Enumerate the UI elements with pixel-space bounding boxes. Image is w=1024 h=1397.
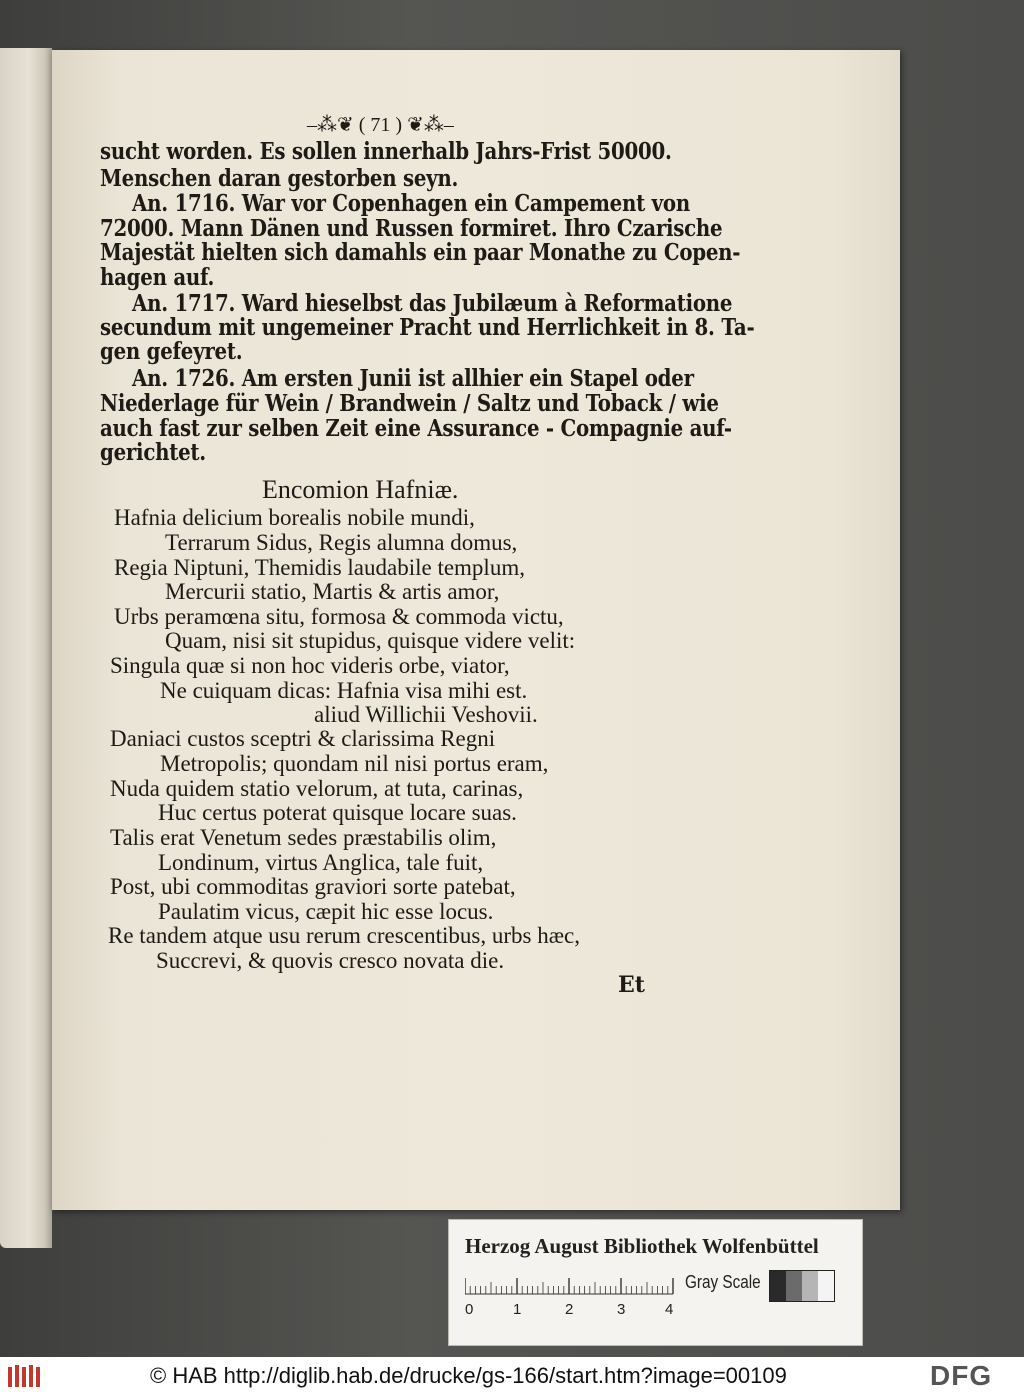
copyright-url[interactable]: © HAB http://diglib.hab.de/drucke/gs-166/start.htm?image=00109 (150, 1363, 787, 1388)
poem-line-1: Hafnia delicium borealis nobile mundi, (114, 505, 475, 530)
poem-line-3: Regia Niptuni, Themidis laudabile templum, (114, 555, 525, 580)
poem-line-6: Quam, nisi sit stupidus, quisque videre velit: (165, 628, 576, 653)
facing-page-edge (0, 48, 52, 1248)
dfg-logo: DFG (930, 1360, 993, 1391)
poem-line-14: Londinum, virtus Anglica, tale fuit, (158, 850, 484, 875)
text-line-9: gen gefeyret. (100, 338, 243, 365)
gray-swatch-3 (802, 1271, 818, 1301)
poem-line-11: Nuda quidem statio velorum, at tuta, carinas, (110, 776, 524, 801)
text-line-3: An. 1716. War vor Copenhagen ein Campement von (132, 190, 690, 217)
poem-line-13: Talis erat Venetum sedes præstabilis olim, (110, 825, 497, 850)
text-line-7: An. 1717. Ward hieselbst das Jubilæum à Reformatione (132, 290, 733, 317)
gray-swatch-1 (770, 1271, 786, 1301)
ruler (465, 1278, 675, 1318)
text-line-5: Majestät hielten sich damahls ein paar Monathe zu Copen- (100, 239, 741, 266)
text-line-13: gerichtet. (100, 439, 206, 466)
poem-line-12: Huc certus poterat quisque locare suas. (158, 800, 517, 825)
library-logo-icon (6, 1363, 46, 1391)
gray-scale-label: Gray Scale (685, 1272, 761, 1292)
color-target-card (448, 1219, 863, 1346)
poem-line-16: Paulatim vicus, cæpit hic esse locus. (158, 899, 494, 924)
ruler-label-1: 1 (513, 1301, 522, 1318)
poem-line-18: Succrevi, & quovis cresco novata die. (156, 948, 505, 973)
text-line-8: secundum mit ungemeiner Pracht und Herrlichkeit in 8. Ta- (100, 314, 755, 341)
footer-bar (0, 1357, 1024, 1397)
ruler-label-0: 0 (465, 1301, 474, 1318)
ruler-label-4: 4 (665, 1301, 674, 1318)
poem-line-2: Terrarum Sidus, Regis alumna domus, (165, 530, 518, 555)
text-line-6: hagen auf. (100, 264, 215, 291)
ruler-label-2: 2 (565, 1301, 574, 1318)
gray-swatch-2 (786, 1271, 802, 1301)
text-line-11: Niederlage für Wein / Brandwein / Saltz und Toback / wie (100, 390, 719, 417)
poem-line-10: Metropolis; quondam nil nisi portus eram, (160, 751, 549, 776)
gray-scale-strip (769, 1270, 835, 1302)
poem-line-15: Post, ubi commoditas graviori sorte patebat, (110, 874, 516, 899)
catchword: Et (618, 972, 645, 998)
text-line-1: sucht worden. Es sollen innerhalb Jahrs-Frist 50000. (100, 138, 672, 165)
text-line-10: An. 1726. Am ersten Junii ist allhier ein Stapel oder (132, 365, 694, 392)
poem-line-9: Daniaci custos sceptri & clarissima Regni (110, 726, 496, 751)
library-name: Herzog August Bibliothek Wolfenbüttel (465, 1234, 819, 1258)
poem-line-8: Ne cuiquam dicas: Hafnia visa mihi est. (160, 678, 528, 703)
text-line-4: 72000. Mann Dänen und Russen formiret. Ihro Czarische (100, 215, 723, 242)
running-head: –⁂❦ ( 71 ) ❦⁂– (307, 114, 454, 136)
poem-subtitle: aliud Willichii Veshovii. (314, 702, 538, 727)
book-page (52, 50, 900, 1210)
poem-line-17: Re tandem atque usu rerum crescentibus, urbs hæc, (108, 923, 581, 948)
poem-title: Encomion Hafniæ. (262, 475, 459, 504)
text-line-12: auch fast zur selben Zeit eine Assurance - Compagnie auf- (100, 415, 732, 442)
poem-line-4: Mercurii statio, Martis & artis amor, (165, 579, 500, 604)
text-line-2: Menschen daran gestorben seyn. (100, 165, 459, 192)
poem-line-7: Singula quæ si non hoc videris orbe, viator, (110, 653, 510, 678)
ruler-label-3: 3 (617, 1301, 626, 1318)
poem-line-5: Urbs peramœna situ, formosa & commoda victu, (114, 604, 564, 629)
gray-swatch-4 (818, 1271, 834, 1301)
